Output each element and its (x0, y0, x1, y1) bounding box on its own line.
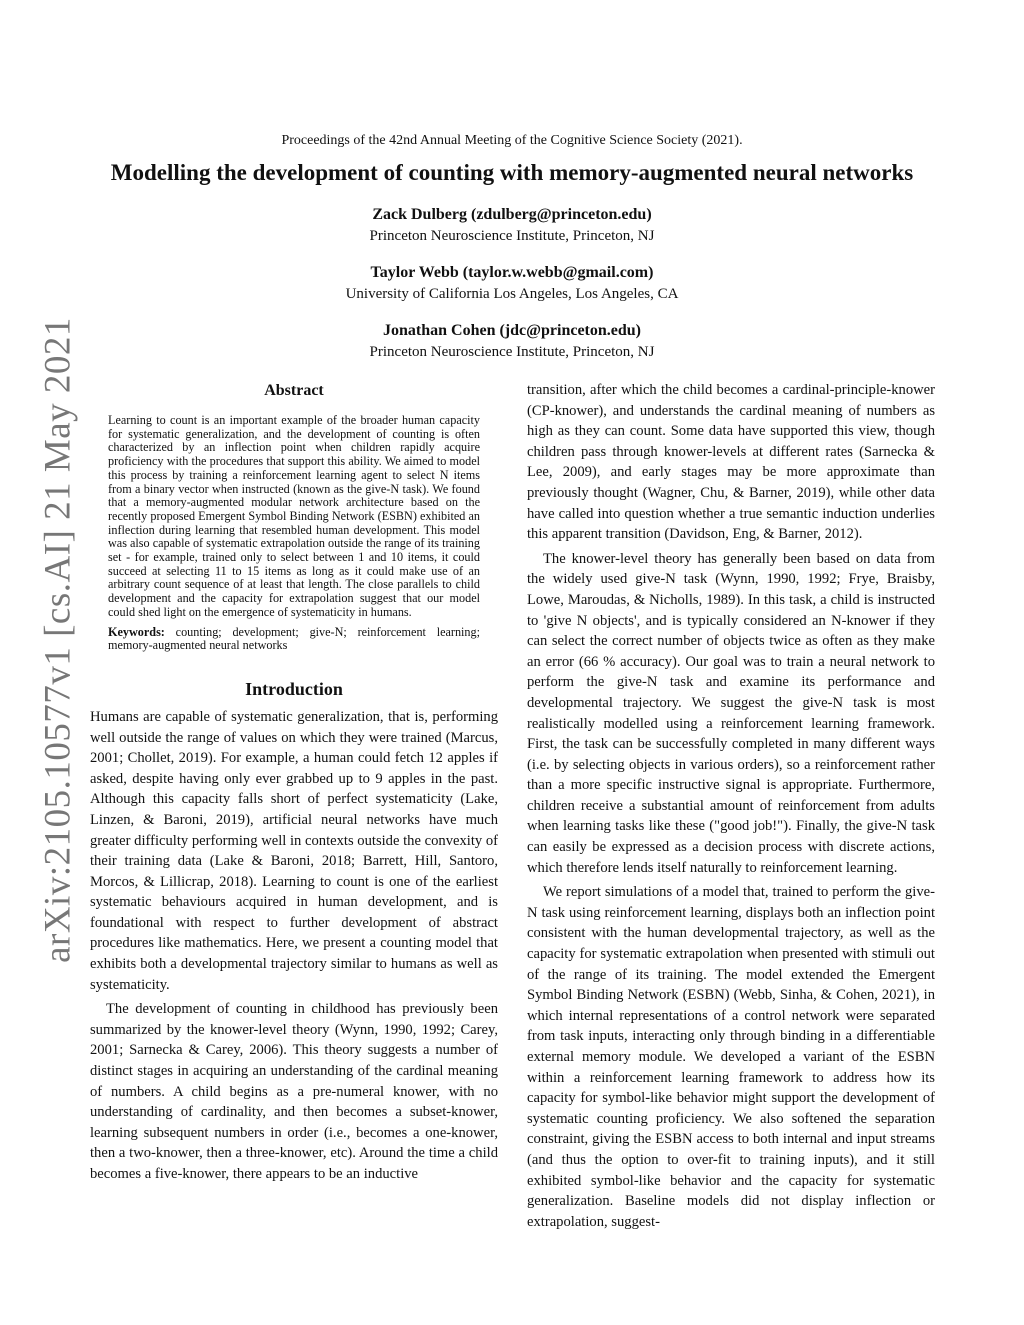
author-name: Zack Dulberg (zdulberg@princeton.edu) (372, 206, 652, 223)
paragraph: Humans are capable of systematic generalization, that is, performing well outside the range of values on which they were trained (Marcus, 2001; Chollet, 2019). For example, a human could fetch 12 apples if asked, despite having only ever grabbed up to 9 apples in the past. Although this capacity falls short of perfect systematicity (Lake, Linzen, & Baroni, 2019), artificial neural networks have much greater difficulty performing well in contexts outside the convexity of their training data (Lake & Baroni, 2018; Barrett, Hill, Santoro, Morcos, & Lillicrap, 2018). Learning to count is one of the earliest systematic behaviours acquired in human development, and is foundational with respect to further development of abstract procedures like mathematics. Here, we present a counting model that exhibits both a developmental trajectory similar to humans as well as systematicity. (90, 708, 498, 993)
author-name: Taylor Webb (taylor.w.webb@gmail.com) (370, 264, 654, 281)
keywords (108, 626, 480, 653)
paper-title: Modelling the development of counting with memory-augmented neural networks (110, 160, 914, 185)
author-block (0, 262, 1024, 305)
arxiv-identifier: arXiv:2105.10577v1 [cs.AI] 21 May 2021 (37, 317, 79, 963)
paragraph: The knower-level theory has generally been based on data from the widely used give-N task (Wynn, 1990, 1992; Frye, Braisby, Lowe, Maroudas, & Nicholls, 1989). In this task, a child is instructed to 'give N objects', and is typically considered an N-knower if they can select the correct number of objects twice as often as they make an error (66 % accuracy). Our goal was to train a neural network to perform the give-N task and examine its performance and developmental trajectory. We suggest the give-N task is most realistically modelled using a reinforcement learning framework. First, the task can be successfully completed in many different ways (i.e. by selecting objects in various orders), so a reinforcement rather than a more specific instructive signal is appropriate. Furthermore, children receive a substantial amount of reinforcement from adults when learning tasks like these ("good job!"). Finally, the give-N task can easily be expressed as a decision process with discrete actions, which therefore lends itself naturally to reinforcement learning. (527, 550, 935, 876)
author-affiliation: University of California Los Angeles, Los Angeles, CA (345, 286, 679, 302)
abstract-heading: Abstract (264, 382, 324, 399)
author-block (0, 204, 1024, 247)
author-affiliation: Princeton Neuroscience Institute, Princeton, NJ (369, 228, 655, 244)
paragraph: We report simulations of a model that, trained to perform the give-N task using reinforcement learning, displays both an inflection point consistent with the human developmental trajectory, as well as the capacity for systematic extrapolation when presented with stimuli out of the range of its training. The model extended the Emergent Symbol Binding Network (ESBN) (Webb, Sinha, & Cohen, 2021), in which internal representations of a control network were separated from task inputs, interacting only through binding in a differentiable external memory module. We developed a variant of the ESBN within a reinforcement learning framework to address how its capacity for symbol-like behavior might support the development of systematic counting proficiency. We also softened the separation constraint, giving the ESBN access to both internal and input streams (and thus the option to over-fit to training inputs), and it still exhibited symbol-like behavior and the capacity for systematic generalization. Baseline models did not display inflection or extrapolation, suggest- (527, 884, 935, 1230)
author-name: Jonathan Cohen (jdc@princeton.edu) (382, 322, 641, 339)
introduction-heading: Introduction (245, 678, 343, 699)
left-column (90, 380, 498, 1185)
author-block (0, 320, 1024, 363)
author-affiliation: Princeton Neuroscience Institute, Princeton, NJ (369, 344, 655, 360)
abstract-body: Learning to count is an important example of the broader human capacity for systematic generalization, and the development of counting is often characterized by an inflection point when children rapidly acquire proficiency with the procedures that support this ability. We aimed to model this process by training a reinforcement learning agent to select N items from a binary vector when instructed (known as the give-N task). We found that a memory-augmented modular network architecture based on the recently proposed Emergent Symbol Binding Network (ESBN) exhibited an inflection during learning that resembled human development. This model was also capable of systematic extrapolation outside the range of its training set - for example, trained only to select between 1 and 10 items, it could succeed at selecting 11 to 15 items as long as it could make use of an arbitrary count sequence of at least that length. The close parallels to child development and the capacity for extrapolation suggest that our model could shed light on the emergence of systematicity in humans. (108, 413, 480, 619)
keywords-label: Keywords: (108, 624, 165, 639)
venue-line: Proceedings of the 42nd Annual Meeting of the Cognitive Science Society (2021). (281, 133, 743, 148)
right-column (527, 380, 935, 1232)
keywords-list: counting; development; give-N; reinforcement learning; memory-augmented neural networks (108, 624, 481, 653)
paragraph: transition, after which the child becomes a cardinal-principle-knower (CP-knower), and understands the cardinal meaning of numbers as high as they can count. Some data have supported this view, though children pass through knower-levels at different rates (Sarnecka & Lee, 2009), and early stages may be more approximate than previously thought (Wagner, Chu, & Barner, 2019), while other data have called into question whether a true semantic induction underlies this apparent transition (Davidson, Eng, & Barner, 2012). (527, 382, 935, 543)
paragraph: The development of counting in childhood has previously been summarized by the knower-level theory (Wynn, 1990, 1992; Carey, 2001; Sarnecka & Carey, 2006). This theory suggests a number of distinct stages in acquiring an understanding of the cardinal meaning of numbers. A child begins as a pre-numeral knower, with no understanding of cardinality, and then becomes a subset-knower, learning subsequent numbers in order (i.e., becomes a one-knower, then a two-knower, then a three-knower, etc). Around the time a child becomes a five-knower, there appears to be an inductive (90, 1001, 498, 1183)
